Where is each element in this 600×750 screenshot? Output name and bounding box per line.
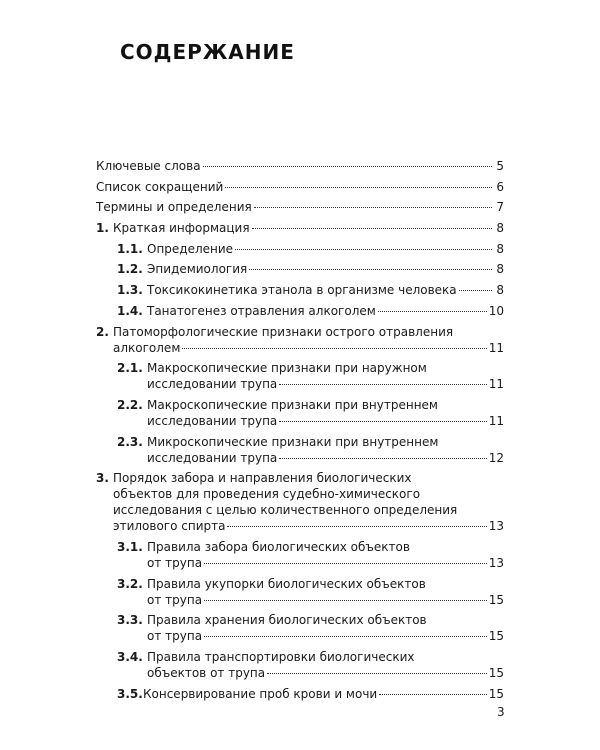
dot-leader xyxy=(378,311,487,312)
toc-entry-title: Микроскопические признаки при внутреннем xyxy=(147,434,439,449)
toc-entry[interactable] xyxy=(96,303,504,319)
toc-entry-title: от трупа xyxy=(147,629,203,644)
toc-entry-title: от трупа xyxy=(147,592,203,607)
toc-entry[interactable] xyxy=(96,158,504,174)
toc-entry-title: этилового спирта xyxy=(113,519,226,534)
toc-entry-page: 15 xyxy=(488,666,504,680)
dot-leader xyxy=(204,636,487,637)
toc-entry[interactable] xyxy=(96,576,504,608)
toc-entry-title: Определение xyxy=(147,241,234,256)
page-title: СОДЕРЖАНИЕ xyxy=(120,40,295,64)
toc-entry-page: 11 xyxy=(488,340,504,355)
toc-entry[interactable] xyxy=(96,470,504,534)
dot-leader xyxy=(252,228,492,229)
toc-entry-page: 10 xyxy=(488,303,504,318)
toc-entry-title: Макроскопические признаки при внутреннем xyxy=(147,397,438,412)
toc-entry-number: 3.3. xyxy=(117,613,143,628)
dot-leader xyxy=(279,421,486,422)
toc-entry-number: 1.1. xyxy=(117,241,143,256)
dot-leader xyxy=(279,384,486,385)
toc-entry-number: 3. xyxy=(96,471,109,486)
toc-entry-number: 2. xyxy=(96,324,109,339)
dot-leader xyxy=(267,673,487,674)
toc-entry-page: 15 xyxy=(488,592,504,607)
toc-entry-number: 3.5. xyxy=(117,686,143,701)
toc-entry-title: исследования с целью количественного определения xyxy=(113,503,458,518)
toc-entry-title: Термины и определения xyxy=(96,200,252,215)
toc-entry-number: 1.4. xyxy=(117,303,143,318)
dot-leader xyxy=(235,249,492,250)
toc-entry-number: 2.3. xyxy=(117,434,143,449)
dot-leader xyxy=(204,563,487,564)
toc-entry-page: 5 xyxy=(496,159,504,173)
toc-entry-title: Консервирование проб крови и мочи xyxy=(143,686,378,701)
toc-entry-number: 2.2. xyxy=(117,397,143,412)
toc-entry-page: 11 xyxy=(488,413,504,428)
toc-entry-title: от трупа xyxy=(147,555,203,570)
dot-leader xyxy=(203,166,492,167)
toc-entry-title: Ключевые слова xyxy=(96,159,201,173)
dot-leader xyxy=(254,207,492,208)
toc-entry-title: Эпидемиология xyxy=(147,262,248,277)
toc-entry-page: 13 xyxy=(488,519,504,534)
toc-entry[interactable] xyxy=(96,360,504,392)
toc-entry-title: Порядок забора и направления биологических xyxy=(113,471,412,486)
dot-leader xyxy=(279,458,486,459)
toc-entry[interactable] xyxy=(96,199,504,215)
toc-entry-number: 3.2. xyxy=(117,576,143,591)
toc-entry[interactable] xyxy=(96,686,504,702)
toc-entry[interactable] xyxy=(96,261,504,277)
toc-entry-title: алкоголем xyxy=(113,340,181,355)
toc-entry-title: Список сокращений xyxy=(96,179,224,194)
toc-entry-page: 8 xyxy=(496,262,504,277)
toc-entry-number: 3.1. xyxy=(117,539,143,554)
dot-leader xyxy=(227,526,486,527)
toc-entry-title: объектов от трупа xyxy=(147,666,266,680)
toc-entry-title: объектов для проведения судебно-химического xyxy=(113,487,421,502)
toc-entry-title: Патоморфологические признаки острого отравления xyxy=(113,324,454,339)
toc-entry-number: 1.2. xyxy=(117,262,143,277)
toc-entry-number: 3.4. xyxy=(117,650,143,664)
toc-entry-number: 1.3. xyxy=(117,283,143,298)
toc-entry[interactable] xyxy=(96,179,504,195)
toc-entry[interactable] xyxy=(96,539,504,571)
dot-leader xyxy=(204,600,487,601)
dot-leader xyxy=(182,348,486,349)
toc-entry-title: исследовании трупа xyxy=(147,450,278,465)
toc-entry-number: 1. xyxy=(96,221,109,236)
toc-entry-title: исследовании трупа xyxy=(147,413,278,428)
toc-entry[interactable] xyxy=(96,434,504,466)
toc-entry-page: 6 xyxy=(496,179,504,194)
toc-entry[interactable] xyxy=(96,220,504,236)
toc-entry-page: 13 xyxy=(488,555,504,570)
toc-entry-title: Правила хранения биологических объектов xyxy=(147,613,427,628)
toc-entry[interactable] xyxy=(96,241,504,257)
toc-entry-number: 2.1. xyxy=(117,361,143,376)
toc-entry-title: Краткая информация xyxy=(113,221,250,236)
toc-entry[interactable] xyxy=(96,324,504,356)
toc-entry-page: 8 xyxy=(496,283,504,298)
toc-entry-page: 8 xyxy=(496,241,504,256)
dot-leader xyxy=(249,269,492,270)
toc-entry-title: Правила забора биологических объектов xyxy=(147,539,410,554)
toc-entry[interactable] xyxy=(96,612,504,644)
toc-entry-title: Правила укупорки биологических объектов xyxy=(147,576,426,591)
toc-entry-page: 15 xyxy=(488,629,504,644)
toc-entry-page: 11 xyxy=(488,377,504,392)
toc-entry-page: 8 xyxy=(496,221,504,236)
table-of-contents xyxy=(96,158,504,706)
toc-entry[interactable] xyxy=(96,282,504,298)
toc-entry[interactable] xyxy=(96,649,504,681)
toc-entry-title: Макроскопические признаки при наружном xyxy=(147,361,427,376)
toc-entry-title: Токсикокинетика этанола в организме человека xyxy=(147,283,457,298)
toc-entry-page: 15 xyxy=(488,686,504,701)
toc-entry-title: Правила транспортировки биологических xyxy=(147,650,415,664)
toc-entry-page: 12 xyxy=(488,450,504,465)
dot-leader xyxy=(459,290,492,291)
dot-leader xyxy=(225,187,492,188)
page-number: 3 xyxy=(497,705,505,719)
toc-entry[interactable] xyxy=(96,397,504,429)
toc-entry-title: Танатогенез отравления алкоголем xyxy=(147,303,376,318)
toc-entry-page: 7 xyxy=(496,200,504,215)
toc-entry-title: исследовании трупа xyxy=(147,377,278,392)
dot-leader xyxy=(379,694,487,695)
